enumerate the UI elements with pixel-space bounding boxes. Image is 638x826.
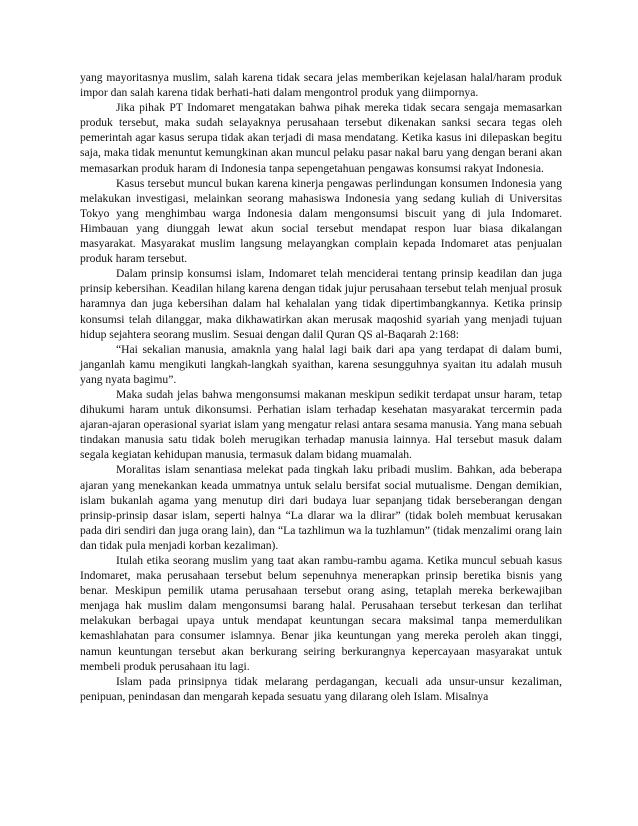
quote-paragraph: “Hai sekalian manusia, amaknla yang halal lagi baik dari apa yang terdapat di dalam bumi, janganlah kamu mengikuti langkah-langkah syaithan, karena sesungguhnya syaitan itu adalah musuh yang nyata bagimu”. <box>80 342 562 386</box>
paragraph-continuation: yang mayoritasnya muslim, salah karena tidak secara jelas memberikan kejelasan halal/haram produk impor dan salah karena tidak berhati-hati dalam mengontrol produk yang diimpornya. <box>80 71 562 100</box>
paragraph: Kasus tersebut muncul bukan karena kinerja pengawas perlindungan konsumen Indonesia yang melakukan investigasi, melainkan seorang mahasiswa Indonesia yang sedang kuliah di Universitas Tokyo yang menghimbau warga Indonesia dalam mengonsumsi biscuit yang di jula Indomaret. Himbauan yang diunggah lewat akun social tersebut mendapat respon luar biasa dikalangan masyarakat. Masyarakat muslim langsung melayangkan complain kepada Indomaret atas penjualan produk haram tersebut. <box>80 176 562 266</box>
paragraph: Jika pihak PT Indomaret mengatakan bahwa pihak mereka tidak secara sengaja memasarkan produk tersebut, maka sudah selayaknya perusahaan tersebut dikenakan sanksi secara tegas oleh pemerintah agar kasus serupa tidak akan terjadi di masa mendatang. Ketika kasus ini dilepaskan begitu saja, maka tidak menuntut kemungkinan akan muncul pelaku pasar nakal baru yang dengan berani akan memasarkan produk haram di Indonesia tanpa sepengetahuan pengawas konsumsi rakyat Indonesia. <box>80 101 562 175</box>
paragraph: Moralitas islam senantiasa melekat pada tingkah laku pribadi muslim. Bahkan, ada beberapa ajaran yang menekankan keada ummatnya untuk selalu bersifat social mutualisme. Dengan demikian, islam bukanlah agama yang menutup diri dari budaya luar sepanjang tidak berseberangan dengan prinsip-prinsip dasar islam, seperti halnya “La dlarar wa la dlirar” (tidak boleh membuat kerusakan pada diri sendiri dan juga orang lain), dan “La tazhlimun wa la tuzhlamun” (tidak menzalimi orang lain dan tidak pula menjadi korban kezaliman). <box>80 463 562 552</box>
body-text <box>80 70 562 704</box>
paragraph: Dalam prinsip konsumsi islam, Indomaret telah menciderai tentang prinsip keadilan dan juga prinsip kebersihan. Keadilan hilang karena dengan tidak jujur perusahaan tersebut telah menjual prosuk haramnya dan juga kebersihan dalam hal kehalalan yang tidak dipertimbangkannya. Ketika prinsip konsumsi telah dilanggar, maka dikhawatirkan akan merusak maqoshid syariah yang menjadi tujuan hidup sejahtera seorang muslim. Sesuai dengan dalil Quran QS al-Baqarah 2:168: <box>80 267 562 341</box>
paragraph: Islam pada prinsipnya tidak melarang perdagangan, kecuali ada unsur-unsur kezaliman, penipuan, penindasan dan mengarah kepada sesuatu yang dilarang oleh Islam. Misalnya <box>80 674 562 703</box>
paragraph: Maka sudah jelas bahwa mengonsumsi makanan meskipun sedikit terdapat unsur haram, tetap dihukumi haram untuk dikonsumsi. Perhatian islam terhadap kesehatan masyarakat tercermin pada ajaran-ajaran operasional syariat islam yang mengatur relasi antara sesama manusia. Yang mana sebuah tindakan manusia satu tidak boleh merugikan terhadap manusia lainnya. Hal tersebut masuk dalam segala kegiatan kehidupan manusia, termasuk dalam bidang muamalah. <box>80 387 562 462</box>
paragraph: Itulah etika seorang muslim yang taat akan rambu-rambu agama. Ketika muncul sebuah kasus Indomaret, maka perusahaan tersebut belum sepenuhnya menerapkan prinsip beretika bisnis yang benar. Meskipun pemilik utama perusahaan tersebut orang asing, tetaplah mereka berkewajiban menjaga hak muslim dalam mengonsumsi barang halal. Perusahaan tersebut terkesan dan terlihat melakukan berbagai upaya untuk mendapat keuntungan secara maksimal tanpa memerdulikan kemashlahatan para consumer islamnya. Benar jika keuntungan yang mereka peroleh akan tinggi, namun keuntungan tersebut akan berkurang seiring berkurangnya kepercayaan masyarakat untuk membeli produk perusahaan itu lagi. <box>80 554 562 673</box>
